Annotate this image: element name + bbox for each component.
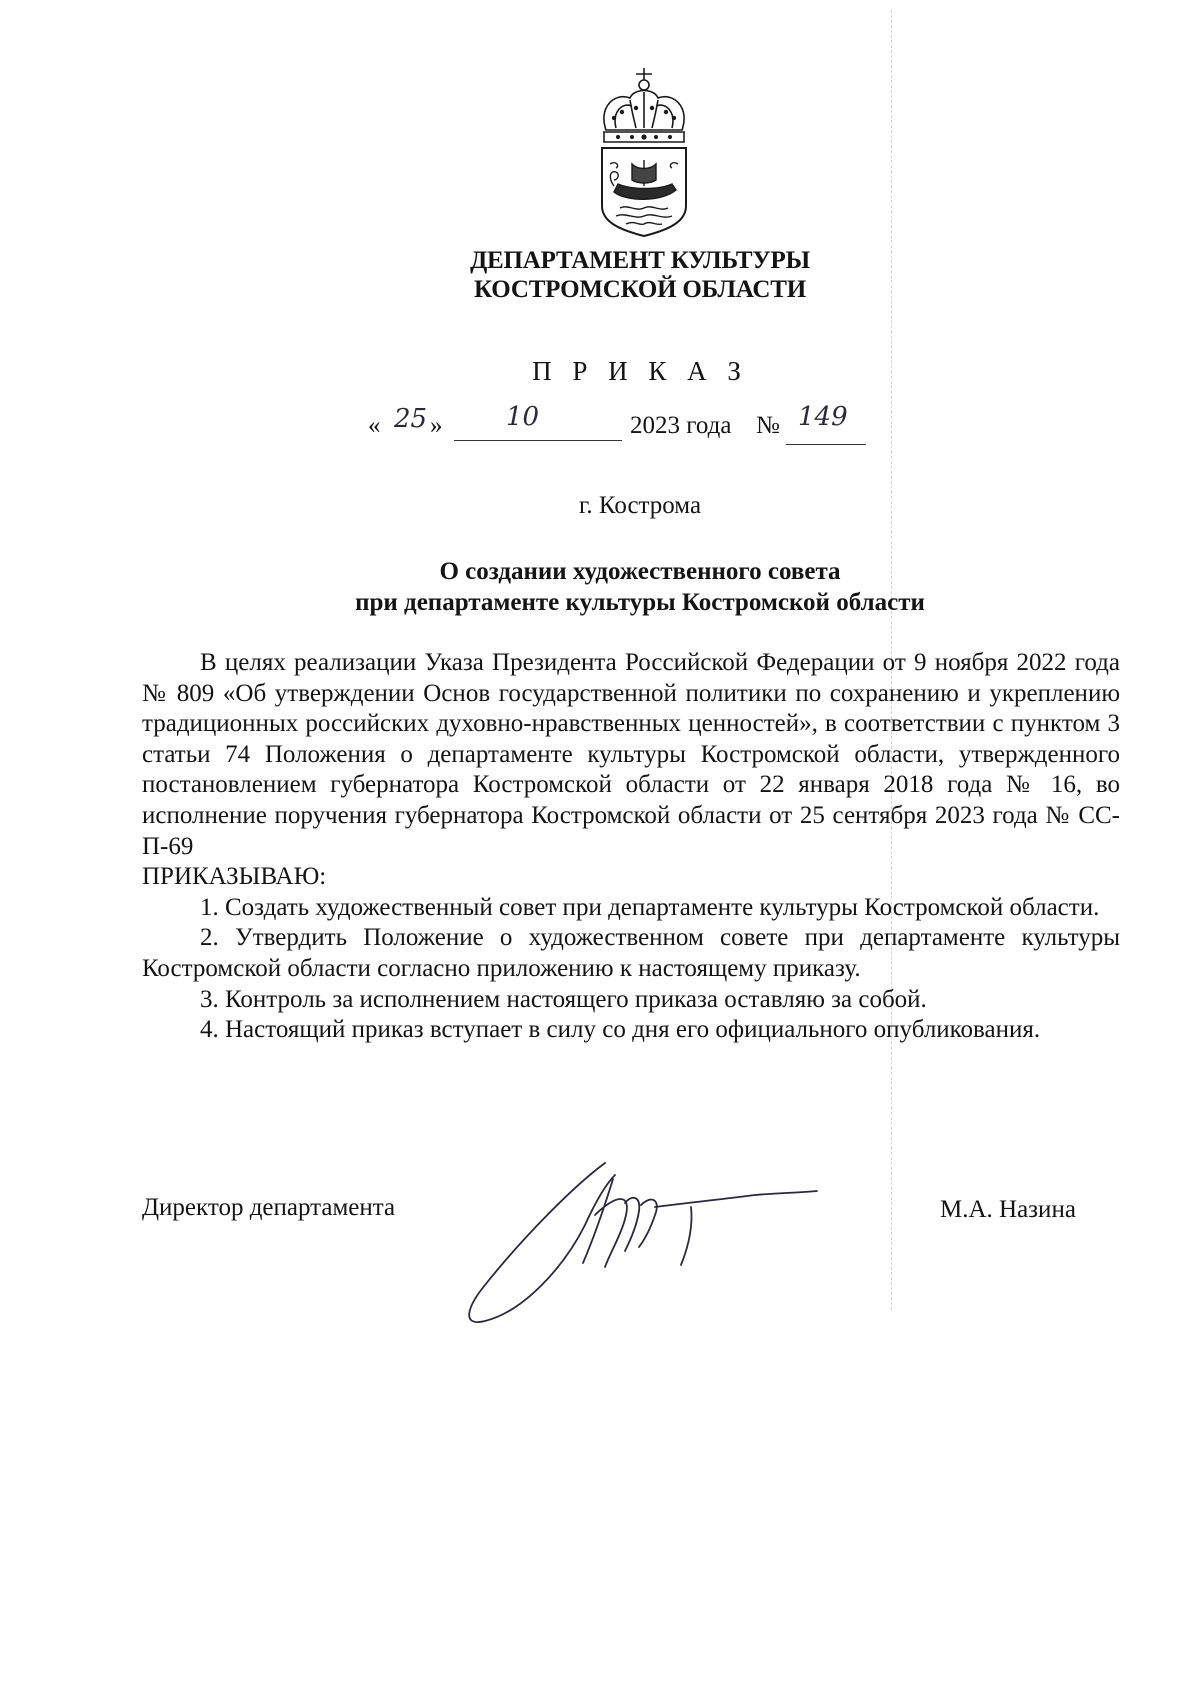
coat-of-arms-emblem <box>592 68 696 238</box>
department-name-line1: ДЕПАРТАМЕНТ КУЛЬТУРЫ <box>470 247 810 274</box>
document-type-title: П Р И К А З <box>532 356 748 386</box>
order-item-4: 4. Настоящий приказ вступает в силу со дня его официального опубликования. <box>200 1016 1041 1044</box>
order-year: 2023 года <box>630 412 732 439</box>
number-underline <box>786 444 866 445</box>
city-line: г. Кострома <box>578 492 702 519</box>
order-item-1: 1. Создать художественный совет при департаменте культуры Костромской области. <box>200 893 1100 921</box>
order-date-line <box>360 402 920 460</box>
signatory-position: Директор департамента <box>142 1194 396 1221</box>
department-header <box>380 246 900 304</box>
order-body <box>142 648 1120 1046</box>
department-name-line2: КОСТРОМСКОЙ ОБЛАСТИ <box>473 276 806 303</box>
order-item-2: 2. Утвердить Положение о художественном совете при департаменте культуры Костромской области согласно приложению к настоящему приказу. <box>142 924 1120 982</box>
order-month-handwritten: 10 <box>506 402 540 432</box>
preamble-paragraph: В целях реализации Указа Президента Российской Федерации от 9 ноября 2022 года № 809 «Об утверждении Основ государственной политики по сохранению и укреплению традиционных российских духовно-нравственных ценностей», в соответствии с пунктом 3 статьи 74 Положения о департаменте культуры Костромской области, утвержденного постановлением губернатора Костромской области от 22 января 2018 года № 16, во исполнение поручения губернатора Костромской области от 25 сентября 2023 года № СС-П-69 <box>142 649 1120 860</box>
command-word: ПРИКАЗЫВАЮ: <box>142 863 327 891</box>
order-subject <box>260 556 1020 618</box>
order-item-3: 3. Контроль за исполнением настоящего приказа оставляю за собой. <box>200 985 927 1013</box>
quote-close: » <box>430 412 443 439</box>
quote-open: « <box>368 412 381 439</box>
number-sign: № <box>756 412 780 439</box>
handwritten-signature <box>455 1155 825 1330</box>
signatory-name: М.А. Назина <box>940 1196 1076 1223</box>
subject-line1: О создании художественного совета <box>439 558 841 585</box>
order-day-handwritten: 25 <box>394 404 428 434</box>
subject-line2: при департаменте культуры Костромской области <box>355 589 925 616</box>
order-number-handwritten: 149 <box>798 402 848 432</box>
month-underline <box>454 440 622 441</box>
